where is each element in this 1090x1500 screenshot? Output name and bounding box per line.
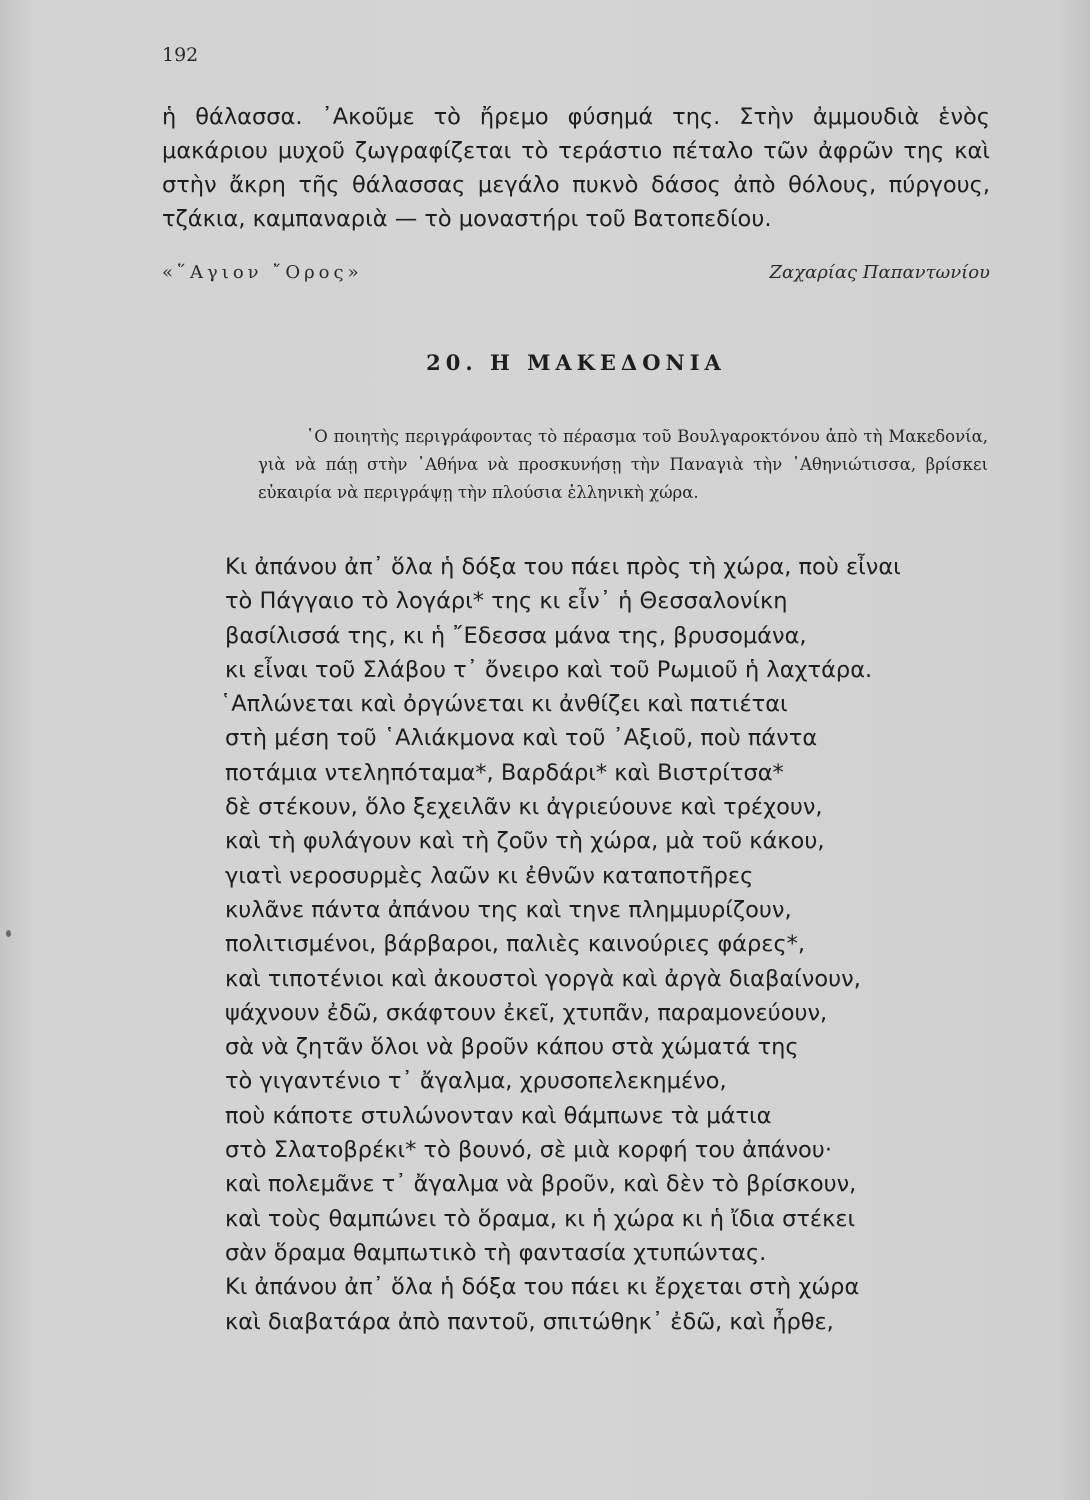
margin-speck	[6, 930, 11, 937]
poem-line: στὴ μέση τοῦ ῾Αλιάκμονα καὶ τοῦ ᾿Αξιοῦ, ποὺ πάντα	[225, 725, 818, 752]
poem-line: καὶ διαβατάρα ἀπὸ παντοῦ, σπιτώθηκ᾿ ἐδῶ, καὶ ἦρθε,	[225, 1308, 834, 1335]
attribution	[162, 262, 990, 283]
poem-line: βασίλισσά της, κι ἡ ῎Εδεσσα μάνα της, βρυσομάνα,	[225, 622, 807, 649]
poem-line: Κι ἀπάνου ἀπ᾿ ὅλα ἡ δόξα του πάει κι ἔρχεται στὴ χώρα	[225, 1274, 860, 1301]
prose-paragraph	[162, 100, 990, 236]
intro-text: ῾Ο ποιητὴς περιγράφοντας τὸ πέρασμα τοῦ Βουλγαροκτόνου ἀπὸ τὴ Μακεδονία, γιὰ νὰ πάῃ στὴν ᾿Αθήνα νὰ προσκυνήσῃ τὴν Παναγιὰ τὴν ᾿Αθηνιώτισσα, βρίσκει εὐκαιρία νὰ περιγράψῃ τὴν πλούσια ἑλληνικὴ χώρα.	[258, 427, 988, 502]
poem-line: Κι ἀπάνου ἀπ᾿ ὅλα ἡ δόξα του πάει πρὸς τὴ χώρα, ποὺ εἶναι	[225, 554, 901, 580]
page-number: 192	[162, 44, 199, 66]
poem-line: πολιτισμένοι, βάρβαροι, παλιὲς καινούριες φάρες*,	[225, 931, 806, 958]
poem-line: σὰν ὅραμα θαμπωτικὸ τὴ φαντασία χτυπώντας.	[225, 1239, 767, 1266]
poem-line: στὸ Σλατοβρέκι* τὸ βουνό, σὲ μιὰ κορφή του ἀπάνου·	[225, 1137, 832, 1164]
section-title: 20. Η ΜΑΚΕΔΟΝΙΑ	[426, 350, 726, 375]
poem-line: καὶ τιποτένιοι καὶ ἀκουστοὶ γοργὰ καὶ ἀργὰ διαβαίνουν,	[225, 965, 861, 992]
poem-line: ποὺ κάποτε στυλώνονταν καὶ θάμπωνε τὰ μάτια	[225, 1102, 772, 1129]
poem-line: δὲ στέκουν, ὅλο ξεχειλᾶν κι ἀγριεύουνε καὶ τρέχουν,	[225, 794, 823, 821]
poem-line: καὶ τοὺς θαμπώνει τὸ ὅραμα, κι ἡ χώρα κι ἡ ἴδια στέκει	[225, 1205, 856, 1232]
poem-line: τὸ Πάγγαιο τὸ λογάρι* της κι εἶν᾿ ἡ Θεσσαλονίκη	[225, 588, 788, 615]
prose-text: ἡ θάλασσα. ᾿Ακοῦμε τὸ ἤρεμο φύσημά της. Στὴν ἀμμουδιὰ ἑνὸς μακάριου μυχοῦ ζωγραφίζεται τὸ τεράστιο πέταλο τῶν ἀφρῶν της καὶ στὴν ἄκρη τῆς θάλασσας μεγάλο πυκνὸ δάσος ἀπὸ θόλους, πύργους, τζάκια, καμπαναριὰ — τὸ μοναστήρι τοῦ Βατοπεδίου.	[162, 104, 990, 232]
poem	[220, 550, 985, 1339]
poem-line: καὶ τὴ φυλάγουν καὶ τὴ ζοῦν τὴ χώρα, μὰ τοῦ κάκου,	[225, 828, 825, 855]
poem-line: σὰ νὰ ζητᾶν ὅλοι νὰ βροῦν κάπου στὰ χώματά της	[225, 1034, 799, 1061]
poem-line: ποτάμια ντεληπόταμα*, Βαρδάρι* καὶ Βιστρίτσα*	[225, 759, 784, 786]
poem-line: κι εἶναι τοῦ Σλάβου τ᾿ ὄνειρο καὶ τοῦ Ρωμιοῦ ἡ λαχτάρα.	[225, 656, 873, 683]
poem-line: τὸ γιγαντένιο τ᾿ ἄγαλμα, χρυσοπελεκημένο,	[225, 1068, 727, 1095]
attribution-source: «῞Αγιον ῎Ορος»	[162, 262, 363, 283]
poem-line: γιατὶ νεροσυρμὲς λαῶν κι ἐθνῶν καταποτῆρες	[225, 862, 754, 889]
poem-line: ῾Απλώνεται καὶ ὀργώνεται κι ἀνθίζει καὶ πατιέται	[220, 691, 788, 718]
attribution-author: Ζαχαρίας Παπαντωνίου	[769, 262, 990, 283]
poem-line: κυλᾶνε πάντα ἀπάνου της καὶ τηνε πλημμυρίζουν,	[225, 896, 792, 923]
poem-line: καὶ πολεμᾶνε τ᾿ ἄγαλμα νὰ βροῦν, καὶ δὲν τὸ βρίσκουν,	[225, 1171, 857, 1198]
poem-line: ψάχνουν ἐδῶ, σκάφτουν ἐκεῖ, χτυπᾶν, παραμονεύουν,	[225, 999, 828, 1026]
intro-note	[258, 423, 988, 507]
